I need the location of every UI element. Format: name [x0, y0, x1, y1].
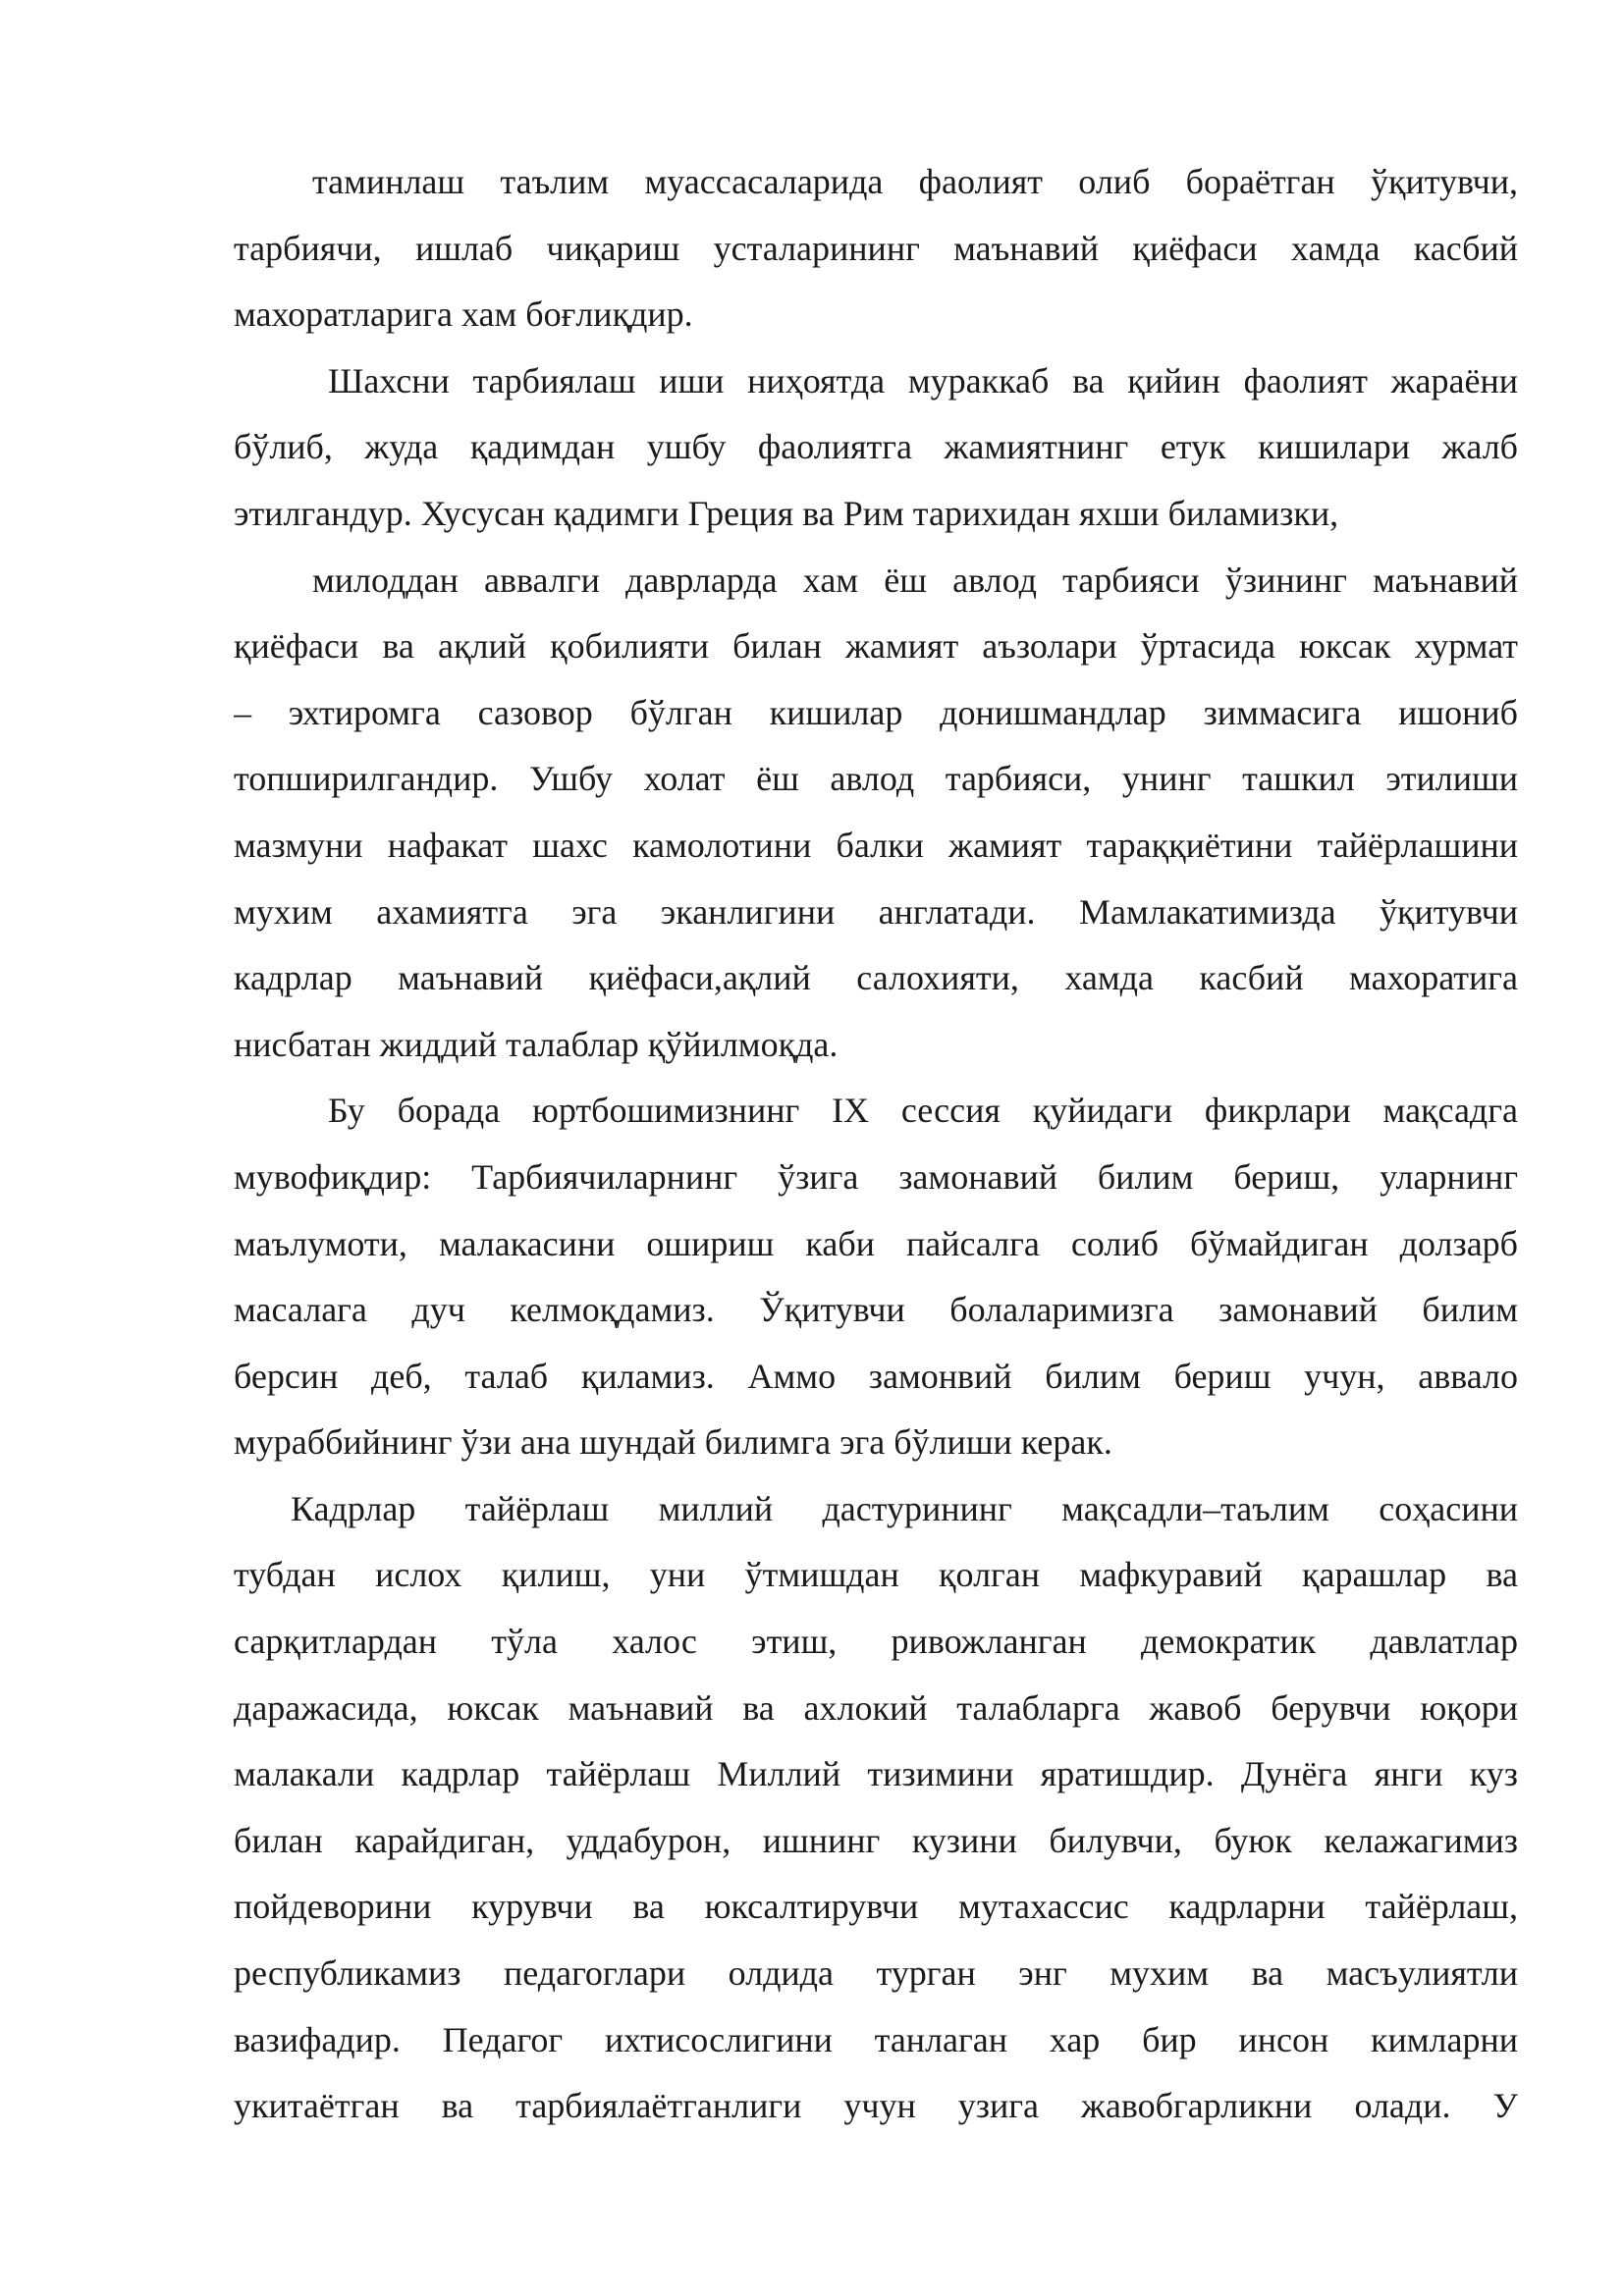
text-line: Шахсни тарбиялаш иши ниҳоятда мураккаб ва қийин фаолият жараёни — [328, 360, 1518, 400]
text-line: махоратларига хам боғлиқдир. — [234, 294, 693, 335]
paragraph-2 — [234, 348, 1518, 548]
text-line: малакали кадрлар тайёрлаш Миллий тизимини яратишдир. Дунёга янги куз — [234, 1754, 1518, 1794]
text-line: сарқитлардан тўла халос этиш, ривожланган демократик давлатлар — [234, 1622, 1518, 1662]
paragraph-5 — [234, 1476, 1518, 2140]
text-line: даражасида, юксак маънавий ва ахлокий талабларга жавоб берувчи юқори — [234, 1687, 1518, 1728]
text-line: билан карайдиган, уддабурон, ишнинг кузини билувчи, буюк келажагимиз — [234, 1820, 1518, 1860]
text-line: таминлаш таълим муассасаларида фаолият олиб бораётган ўқитувчи, — [312, 162, 1518, 201]
text-line: кадрлар маънавий қиёфаси,ақлий салохияти, хамда касбий махоратига — [234, 958, 1518, 998]
text-line: бўлиб, жуда қадимдан ушбу фаолиятга жамиятнинг етук кишилари жалб — [234, 427, 1518, 467]
text-line: этилгандур. Хусусан қадимги Греция ва Рим тарихидан яхши биламизки, — [234, 493, 1339, 533]
text-line: мухим ахамиятга эга эканлигини англатади. Мамлакатимизда ўқитувчи — [234, 891, 1518, 932]
text-line: пойдеворини курувчи ва юксалтирувчи мутахассис кадрларни тайёрлаш, — [234, 1887, 1518, 1927]
text-line: қиёфаси ва ақлий қобилияти билан жамият аъзолари ўртасида юксак хурмат — [234, 626, 1518, 667]
text-line: маълумоти, малакасини ошириш каби пайсалга солиб бўмайдиган долзарб — [234, 1223, 1518, 1263]
text-line: топширилгандир. Ушбу холат ёш авлод тарбияси, унинг ташкил этилиши — [234, 759, 1518, 799]
text-line: Кадрлар тайёрлаш миллий дастурининг мақсадли–таълим соҳасини — [291, 1488, 1518, 1528]
text-line: нисбатан жиддий талаблар қўйилмоқда. — [234, 1024, 839, 1064]
text-line: милоддан аввалги даврларда хам ёш авлод тарбияси ўзининг маънавий — [312, 560, 1518, 600]
paragraph-1 — [234, 149, 1518, 348]
document-body — [234, 149, 1518, 2140]
text-line: Бу борада юртбошимизнинг IX сессия қуйидаги фикрлари мақсадга — [328, 1091, 1518, 1131]
text-line: мураббийнинг ўзи ана шундай билимга эга бўлиши керак. — [234, 1422, 1112, 1463]
text-line: тарбиячи, ишлаб чиқариш усталарининг маънавий қиёфаси хамда касбий — [234, 228, 1518, 268]
text-line: мувофиқдир: Тарбиячиларнинг ўзига замонавий билим бериш, уларнинг — [234, 1156, 1518, 1197]
text-line: укитаётган ва тарбиялаётганлиги учун узига жавобгарликни олади. У — [234, 2086, 1518, 2126]
text-line: – эхтиромга сазовор бўлган кишилар донишмандлар зиммасига ишониб — [234, 692, 1518, 732]
paragraph-3 — [234, 548, 1518, 1079]
text-line: вазифадир. Педагог ихтисослигини танлаган хар бир инсон кимларни — [234, 2019, 1518, 2059]
text-line: мазмуни нафакат шахс камолотини балки жамият тараққиётини тайёрлашини — [234, 825, 1518, 865]
paragraph-4 — [234, 1078, 1518, 1476]
text-line: берсин деб, талаб қиламиз. Аммо замонвий билим бериш учун, аввало — [234, 1356, 1518, 1396]
text-line: масалага дуч келмоқдамиз. Ўқитувчи болаларимизга замонавий билим — [234, 1290, 1518, 1330]
text-line: тубдан ислох қилиш, уни ўтмишдан қолган мафкуравий қарашлар ва — [234, 1555, 1518, 1595]
text-line: республикамиз педагоглари олдида турган энг мухим ва масъулиятли — [234, 1953, 1518, 1994]
